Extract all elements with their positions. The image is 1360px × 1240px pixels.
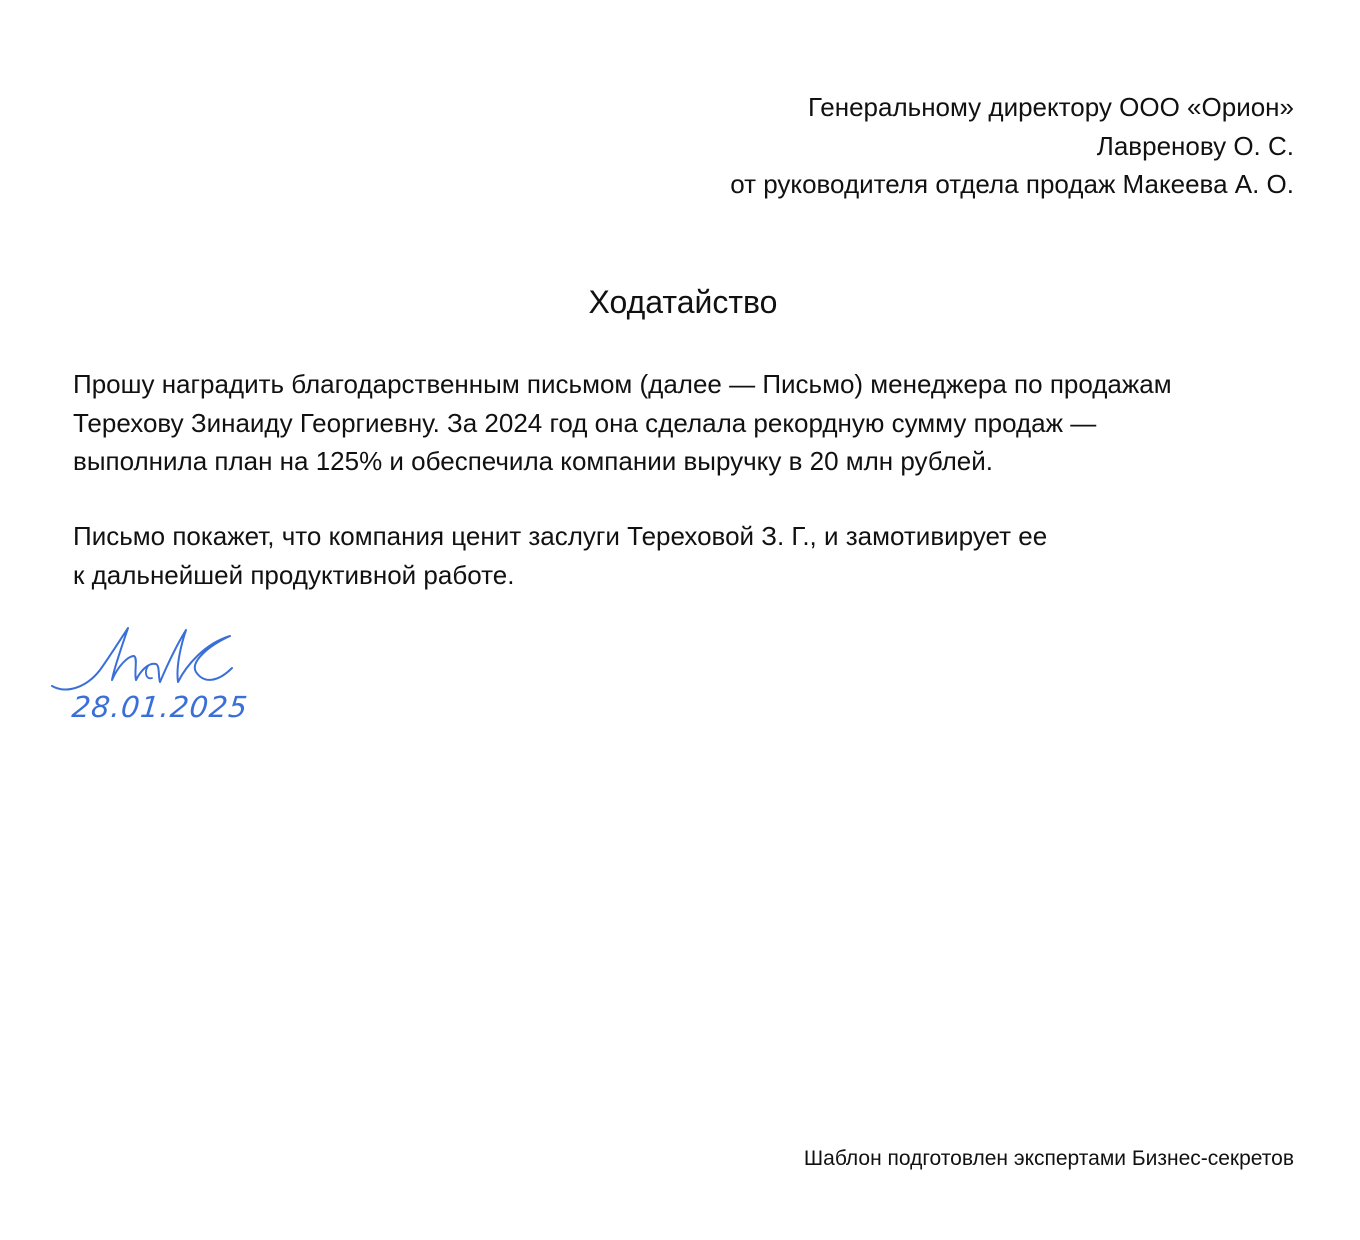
paragraph-line: выполнила план на 125% и обеспечила компании выручку в 20 млн рублей. xyxy=(73,446,993,476)
signature-block xyxy=(48,622,248,732)
addressee-line-sender: от руководителя отдела продаж Макеева А. О. xyxy=(730,169,1294,199)
document-title: Ходатайство xyxy=(588,284,778,320)
body-paragraph-request xyxy=(73,365,1172,481)
signature-date: 28.01.2025 xyxy=(70,690,250,724)
addressee-block xyxy=(730,88,1294,204)
paragraph-line: Терехову Зинаиду Георгиевну. За 2024 год она сделала рекордную сумму продаж — xyxy=(73,407,1097,438)
paragraph-line: Прошу наградить благодарственным письмом (далее — Письмо) менеджера по продажам xyxy=(73,369,1172,399)
addressee-line-name: Лавренову О. С. xyxy=(1096,130,1294,161)
paragraph-line: Письмо покажет, что компания ценит заслуги Тереховой З. Г., и замотивирует ее xyxy=(73,521,1048,551)
paragraph-line: к дальнейшей продуктивной работе. xyxy=(73,559,515,590)
template-credit-note: Шаблон подготовлен экспертами Бизнес-секретов xyxy=(803,1147,1294,1170)
body-paragraph-justification xyxy=(73,517,1047,594)
addressee-line-position: Генеральному директору ООО «Орион» xyxy=(807,92,1294,122)
